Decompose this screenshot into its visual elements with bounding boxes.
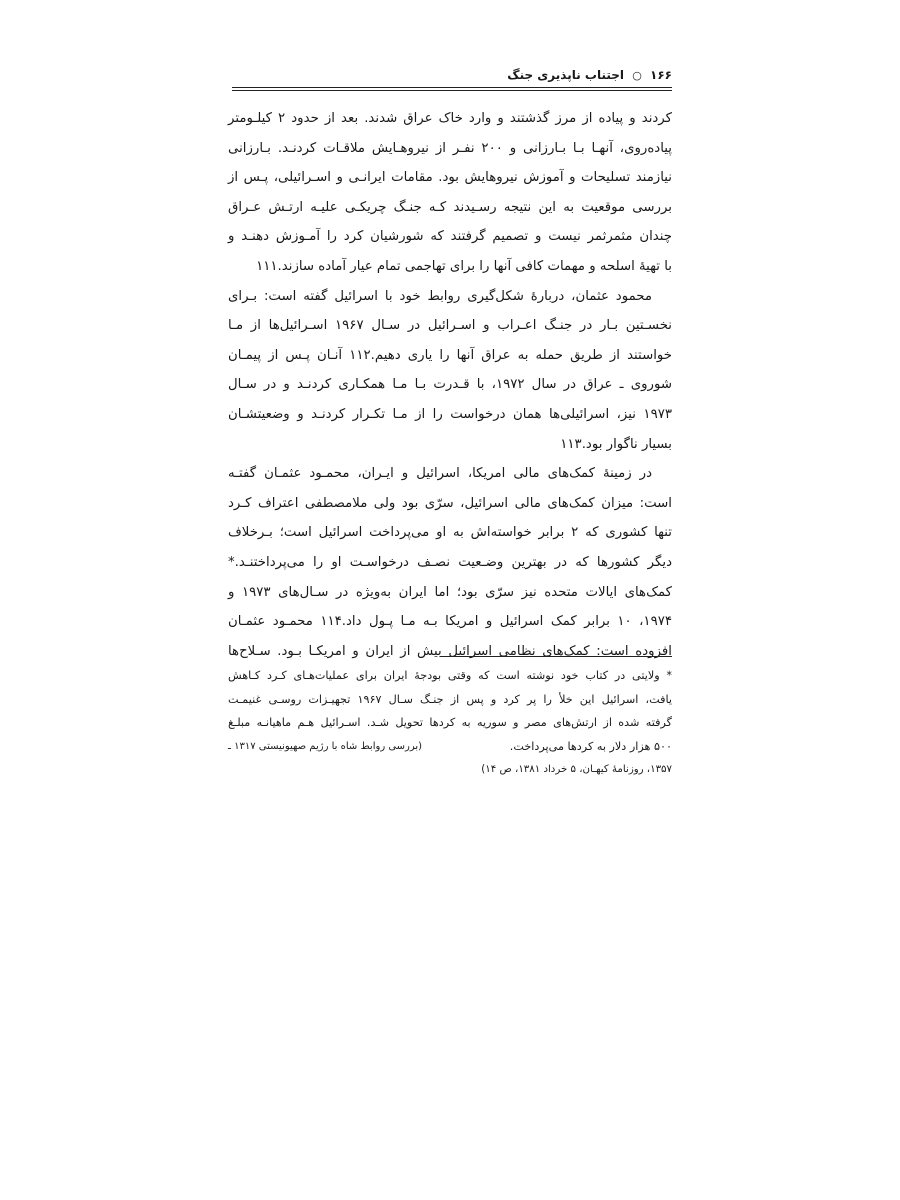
text-line: بسیار ناگوار بود.۱۱۳ <box>560 436 672 452</box>
footnote-line <box>228 735 672 759</box>
text-line: چندان مثمرثمر نیست و تصمیم گرفتند که شورشیان کرد را آمـوزش دهنـد و <box>228 229 672 245</box>
text-line: دیگر کشورها که در بهترین وضـعیت نصـف درخواسـت او را می‌پرداختنـد.* <box>228 554 672 570</box>
book-title: اجتناب ناپذیری جنگ <box>507 68 625 82</box>
text-line: شوروی ـ عراق در سال ۱۹۷۲، با قـدرت بـا مـا همکـاری کردنـد و در سـال <box>228 377 672 393</box>
separator-circle-icon: ○ <box>632 69 642 82</box>
footnote-line: گرفته شده از ارتش‌های مصر و سوریه به کردها تحویل شـد. اسـرائیل هـم ماهیانـه مبلـغ <box>228 716 672 729</box>
text-line: بررسی موقعیت به این نتیجه رسـیدند کـه جنـگ چریکـی علیـه ارتـش عـراق <box>228 199 672 215</box>
body-text <box>228 104 672 666</box>
text-line: پیاده‌روی، آنهـا بـا بـارزانی و ۲۰۰ نفـر از نیروهـایش ملاقـات کردنـد. بـارزانی <box>228 140 672 156</box>
header-rule <box>232 87 672 88</box>
footnote-reference: (بررسی روابط شاه با رژیم صهیونیستی ۱۳۱۷ ـ <box>228 740 423 752</box>
text-line: نیازمند تسلیحات و آموزش نیروهایش بود. مقامات ایرانـی و اسـرائیلی، پـس از <box>228 170 672 186</box>
text-line: نخسـتین بـار در جنـگ اعـراب و اسـرائیل در سـال ۱۹۶۷ اسـرائیل‌ها از مـا <box>228 318 672 334</box>
running-header <box>232 66 672 85</box>
text-line: ۱۹۷۳ نیز، اسرائیلی‌ها همان درخواست را از مـا تکـرار کردنـد و وضعیتشـان <box>228 406 672 422</box>
footnote-line: یافت، اسرائیل این خلأ را پر کرد و پس از جنـگ سـال ۱۹۶۷ تجهیـزات روسـی غنیمـت <box>228 692 672 706</box>
text-line: ۱۹۷۴، ۱۰ برابر کمک اسرائیل و امریکا بـه مـا پـول داد.۱۱۴ محمـود عثمـان <box>228 614 672 630</box>
footnote-line: * ولایتی در کتاب خود نوشته است که وقتی بودجهٔ ایران برای عملیات‌هـای کـرد کـاهش <box>228 669 672 682</box>
text-line: در زمینهٔ کمک‌های مالی امریکا، اسرائیل و ایـران، محمـود عثمـان گفتـه <box>228 466 652 482</box>
footnotes <box>228 664 672 782</box>
footnote-rule <box>440 656 672 657</box>
header-rule-second <box>232 90 672 91</box>
footnote-reference-continued: ۱۳۵۷، روزنامهٔ کیهـان، ۵ خرداد ۱۳۸۱، ص ۱۴) <box>481 764 672 775</box>
text-line: کردند و پیاده از مرز گذشتند و وارد خاک عراق شدند. بعد از حدود ۲ کیلـومتر <box>228 111 672 126</box>
text-line: با تهیهٔ اسلحه و مهمات کافی آنها را برای تهاجمی تمام عیار آماده سازند.۱۱۱ <box>256 258 672 274</box>
text-line: محمود عثمان، دربارهٔ شکل‌گیری روابط خود با اسرائیل گفته است: بـرای <box>228 288 652 304</box>
footnote-line-text: ۵۰۰ هزار دلار به کردها می‌پرداخت. <box>509 739 672 753</box>
text-line: خواستند از طریق حمله به عراق آنها را یاری دهیم.۱۱۲ آنـان پـس از پیمـان <box>228 347 672 363</box>
page-number: ۱۶۶ <box>650 68 672 82</box>
text-line: تنها کشوری که ۲ برابر خواسته‌اش به او می‌پرداخت اسرائیل است؛ بـرخلاف <box>228 525 672 541</box>
text-line: است: میزان کمک‌های مالی اسرائیل، سرّی بود ولی ملامصطفی اعتراف کـرد <box>228 495 672 511</box>
text-line: افزوده است: کمک‌های نظامی اسرائیل بیش از ایران و امریکـا بـود. سـلاح‌ها <box>228 643 672 659</box>
text-line: کمک‌های ایالات متحده نیز سرّی بود؛ اما ایران به‌ویژه در سـال‌های ۱۹۷۳ و <box>228 584 672 600</box>
